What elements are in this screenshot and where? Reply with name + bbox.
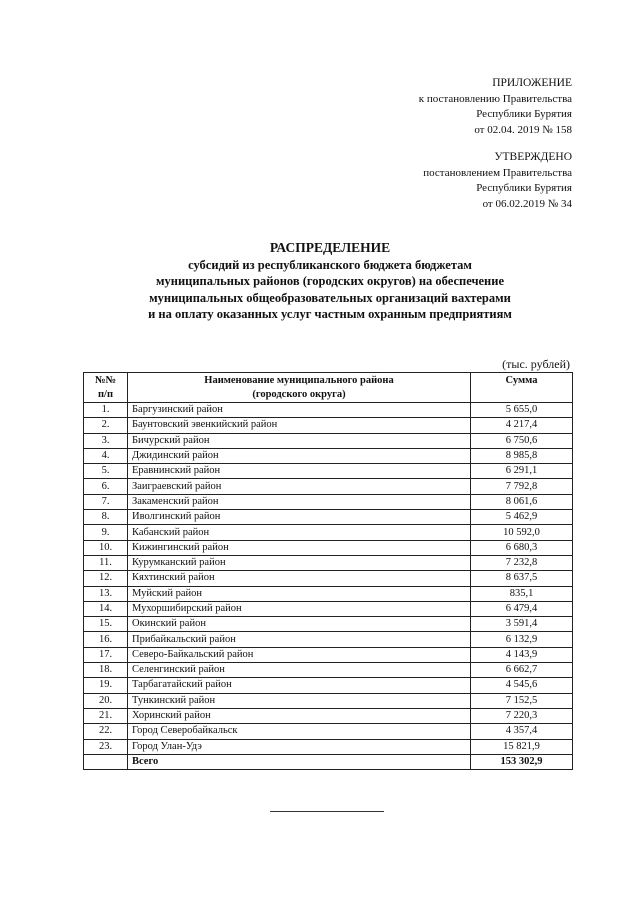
appendix-line: Республики Бурятия bbox=[476, 108, 572, 120]
row-number: 14. bbox=[84, 601, 128, 616]
document-title-line: и на оплату оказанных услуг частным охранным предприятиям bbox=[148, 307, 512, 321]
row-name: Закаменский район bbox=[128, 494, 471, 509]
row-number: 17. bbox=[84, 647, 128, 662]
header-name-line: (городского округа) bbox=[252, 389, 346, 400]
row-number: 3. bbox=[84, 433, 128, 448]
document-title-line: субсидий из республиканского бюджета бюджетам bbox=[188, 257, 472, 272]
row-name: Джидинский район bbox=[128, 448, 471, 463]
row-number: 18. bbox=[84, 663, 128, 678]
row-value: 6 680,3 bbox=[471, 540, 573, 555]
row-number: 22. bbox=[84, 724, 128, 739]
row-number: 2. bbox=[84, 418, 128, 433]
document-title bbox=[60, 240, 600, 323]
row-value: 4 545,6 bbox=[471, 678, 573, 693]
row-value: 6 291,1 bbox=[471, 464, 573, 479]
header-number bbox=[84, 373, 128, 403]
appendix-title: ПРИЛОЖЕНИЕ bbox=[492, 77, 572, 89]
row-value: 5 655,0 bbox=[471, 403, 573, 418]
row-number: 1. bbox=[84, 403, 128, 418]
row-value: 7 220,3 bbox=[471, 708, 573, 723]
approved-line: постановлением Правительства bbox=[423, 166, 572, 179]
row-number: 7. bbox=[84, 494, 128, 509]
header-number-line: №№ bbox=[94, 375, 117, 386]
distribution-table bbox=[83, 372, 573, 770]
row-value: 6 662,7 bbox=[471, 663, 573, 678]
row-value: 3 591,4 bbox=[471, 617, 573, 632]
total-number-cell bbox=[84, 754, 128, 769]
table-row bbox=[84, 571, 573, 586]
row-name: Северо-Байкальский район bbox=[128, 647, 471, 662]
row-number: 23. bbox=[84, 739, 128, 754]
separator-line bbox=[270, 811, 384, 812]
table-row bbox=[84, 510, 573, 525]
table-row bbox=[84, 739, 573, 754]
row-name: Город Северобайкальск bbox=[128, 724, 471, 739]
table-row bbox=[84, 464, 573, 479]
row-number: 9. bbox=[84, 525, 128, 540]
row-value: 6 132,9 bbox=[471, 632, 573, 647]
approved-line: от 06.02.2019 № 34 bbox=[482, 197, 572, 210]
row-number: 16. bbox=[84, 632, 128, 647]
approved-title: УТВЕРЖДЕНО bbox=[494, 151, 572, 163]
table-row bbox=[84, 678, 573, 693]
row-name: Иволгинский район bbox=[128, 510, 471, 525]
total-label: Всего bbox=[128, 754, 471, 769]
header-name-line: Наименование муниципального района bbox=[204, 375, 394, 386]
row-name: Еравнинский район bbox=[128, 464, 471, 479]
row-name: Баунтовский эвенкийский район bbox=[128, 418, 471, 433]
row-number: 11. bbox=[84, 555, 128, 570]
row-value: 4 143,9 bbox=[471, 647, 573, 662]
table-row bbox=[84, 647, 573, 662]
row-value: 4 357,4 bbox=[471, 724, 573, 739]
table-row bbox=[84, 479, 573, 494]
row-name: Кижингинский район bbox=[128, 540, 471, 555]
table-row bbox=[84, 708, 573, 723]
row-value: 7 152,5 bbox=[471, 693, 573, 708]
row-number: 15. bbox=[84, 617, 128, 632]
table-row bbox=[84, 525, 573, 540]
row-number: 8. bbox=[84, 510, 128, 525]
row-value: 8 985,8 bbox=[471, 448, 573, 463]
appendix-line: к постановлению Правительства bbox=[418, 92, 572, 105]
row-name: Окинский район bbox=[128, 617, 471, 632]
row-name: Муйский район bbox=[128, 586, 471, 601]
header-name bbox=[128, 373, 471, 403]
table-row bbox=[84, 540, 573, 555]
row-name: Хоринский район bbox=[128, 708, 471, 723]
table-row bbox=[84, 433, 573, 448]
row-name: Город Улан-Удэ bbox=[128, 739, 471, 754]
row-name: Курумканский район bbox=[128, 555, 471, 570]
row-number: 13. bbox=[84, 586, 128, 601]
row-name: Кяхтинский район bbox=[128, 571, 471, 586]
row-name: Заиграевский район bbox=[128, 479, 471, 494]
row-value: 10 592,0 bbox=[471, 525, 573, 540]
row-value: 8 637,5 bbox=[471, 571, 573, 586]
row-name: Прибайкальский район bbox=[128, 632, 471, 647]
document-title-line: муниципальных районов (городских округов) на обеспечение bbox=[155, 274, 505, 288]
document-title-line: муниципальных общеобразовательных организаций вахтерами bbox=[149, 290, 511, 305]
row-value: 5 462,9 bbox=[471, 510, 573, 525]
row-value: 4 217,4 bbox=[471, 418, 573, 433]
approved-line: Республики Бурятия bbox=[476, 182, 572, 194]
table-row bbox=[84, 586, 573, 601]
total-value: 153 302,9 bbox=[471, 754, 573, 769]
table-header-row bbox=[84, 373, 573, 403]
row-number: 6. bbox=[84, 479, 128, 494]
row-value: 7 232,8 bbox=[471, 555, 573, 570]
table-row bbox=[84, 403, 573, 418]
row-name: Кабанский район bbox=[128, 525, 471, 540]
row-number: 10. bbox=[84, 540, 128, 555]
table-row bbox=[84, 601, 573, 616]
table-row bbox=[84, 448, 573, 463]
table-row bbox=[84, 494, 573, 509]
row-value: 8 061,6 bbox=[471, 494, 573, 509]
table-row bbox=[84, 724, 573, 739]
row-number: 12. bbox=[84, 571, 128, 586]
row-number: 19. bbox=[84, 678, 128, 693]
appendix-line: от 02.04. 2019 № 158 bbox=[474, 123, 572, 136]
header-number-line: п/п bbox=[97, 389, 114, 400]
row-name: Тункинский район bbox=[128, 693, 471, 708]
table-row bbox=[84, 617, 573, 632]
document-title-main: РАСПРЕДЕЛЕНИЕ bbox=[269, 240, 391, 255]
row-value: 15 821,9 bbox=[471, 739, 573, 754]
appendix-block bbox=[419, 76, 572, 138]
row-name: Мухоршибирский район bbox=[128, 601, 471, 616]
table-row bbox=[84, 418, 573, 433]
table-row bbox=[84, 555, 573, 570]
table-row bbox=[84, 632, 573, 647]
row-number: 21. bbox=[84, 708, 128, 723]
row-name: Селенгинский район bbox=[128, 663, 471, 678]
table-row bbox=[84, 663, 573, 678]
row-number: 20. bbox=[84, 693, 128, 708]
row-number: 5. bbox=[84, 464, 128, 479]
row-name: Тарбагатайский район bbox=[128, 678, 471, 693]
row-name: Бичурский район bbox=[128, 433, 471, 448]
table-total-row bbox=[84, 754, 573, 769]
row-value: 7 792,8 bbox=[471, 479, 573, 494]
table-row bbox=[84, 693, 573, 708]
row-name: Баргузинский район bbox=[128, 403, 471, 418]
row-value: 835,1 bbox=[471, 586, 573, 601]
row-value: 6 479,4 bbox=[471, 601, 573, 616]
row-number: 4. bbox=[84, 448, 128, 463]
unit-label: (тыс. рублей) bbox=[502, 357, 570, 371]
approved-block bbox=[423, 150, 572, 212]
header-sum: Сумма bbox=[471, 373, 573, 403]
row-value: 6 750,6 bbox=[471, 433, 573, 448]
